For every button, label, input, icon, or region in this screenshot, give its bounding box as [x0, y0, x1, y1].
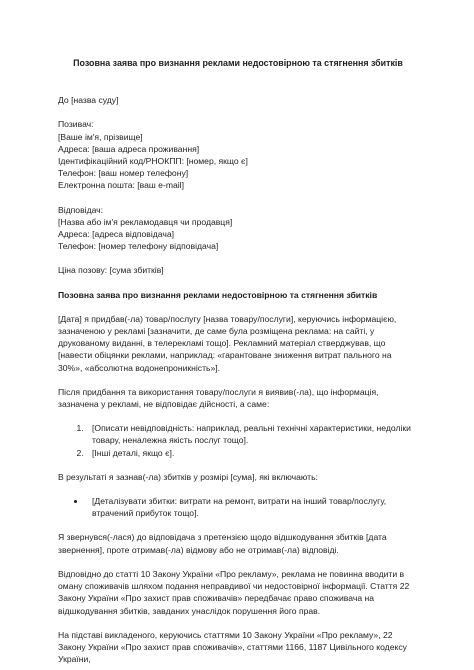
- plaintiff-phone: Телефон: [ваш номер телефону]: [58, 168, 189, 179]
- claim-price: Ціна позову: [сума збитків]: [58, 265, 164, 276]
- list-item: 2. [Інші деталі, якщо є].: [86, 447, 418, 459]
- paragraph-damages: В результаті я зазнав(-ла) збитків у розмірі [сума], які включають:: [58, 471, 318, 482]
- paragraph-discrepancy: Після придбання та використання товару/послуги я виявив(-ла), що інформація, зазначена у рекламі, не відповідає дійсності, а саме:: [58, 386, 379, 410]
- plaintiff-label: Позивач:: [58, 119, 94, 130]
- damages-list: [58, 495, 418, 519]
- plaintiff-block: [58, 118, 418, 191]
- paragraph-purchase: [Дата] я придбав(-ла) товар/послугу [назва товару/послуги], керуючись інформацією, зазначеною у рекламі [зазначити, де саме була розміщена реклама: на сайті, у друкованому виданні, в телерекламі тощо]. Рекламний матеріал стверджував, що [навести обіцянки реклами, наприклад: «гарантоване зниження витрат пального на 30%», «абсолютна водонепроникність»].: [58, 313, 397, 373]
- plaintiff-name: [Ваше ім'я, прізвище]: [58, 131, 143, 142]
- paragraph-legal-basis: Відповідно до статті 10 Закону України «Про рекламу», реклама не повинна вводити в оману споживачів шляхом подання неправдивої чи недостовірної інформації. Стаття 22 Закону України «Про захист прав споживачів» передбачає право споживача на відшкодування збитків, завданих унаслідок порушення його прав.: [58, 568, 410, 616]
- defendant-label: Відповідач:: [58, 204, 104, 215]
- list-item: • [Деталізувати збитки: витрати на ремонт, витрати на інший товар/послугу, втрачений прибуток тощо].: [86, 495, 418, 519]
- court-line: До [назва суду]: [58, 95, 119, 106]
- paragraph-grounds: На підставі викладеного, керуючись статтями 10 Закону України «Про рекламу», 22 Закону України «Про захист прав споживачів», статтями 1166, 1187 Цивільного кодексу України,: [58, 629, 407, 665]
- defendant-phone: Телефон: [номер телефону відповідача]: [58, 241, 219, 252]
- paragraph-claim: Я звернувся(-лася) до відповідача з претензією щодо відшкодування збитків [дата звернення], проте отримав(-ла) відмову або не отримав(-ла) відповіді.: [58, 532, 387, 555]
- body-heading: Позовна заява про визнання реклами недостовірною та стягнення збитків: [58, 289, 378, 300]
- plaintiff-email: Електронна пошта: [ваш e-mail]: [58, 180, 184, 191]
- list-item: 1. [Описати невідповідність: наприклад, реальні технічні характеристики, недоліки товару, неналежна якість послуг тощо].: [86, 422, 418, 446]
- defendant-name: [Назва або ім'я рекламодавця чи продавця]: [58, 216, 233, 227]
- defendant-block: [58, 204, 418, 253]
- defendant-address: Адреса: [адреса відповідача]: [58, 229, 175, 240]
- discrepancy-list: [58, 422, 418, 459]
- document-title: Позовна заява про визнання реклами недостовірною та стягнення збитків: [73, 58, 403, 68]
- plaintiff-id-code: Ідентифікаційний код/РНОКПП: [номер, якщо є]: [58, 156, 248, 167]
- plaintiff-address: Адреса: [ваша адреса проживання]: [58, 143, 200, 154]
